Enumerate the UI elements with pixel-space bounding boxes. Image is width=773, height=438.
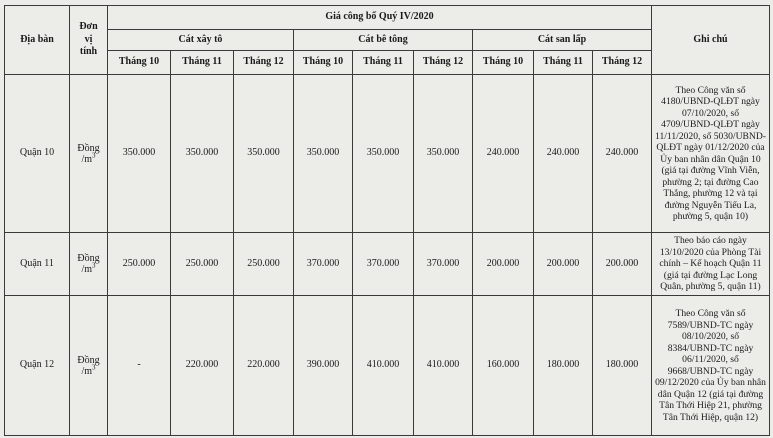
price-cell: 370.000 [414,233,473,296]
area-cell: Quận 11 [5,233,70,296]
area-cell: Quận 12 [5,296,70,436]
header-area: Địa bàn [5,6,70,75]
price-cell: 390.000 [294,296,353,436]
price-cell: 350.000 [171,75,234,233]
price-cell: 370.000 [294,233,353,296]
header-cat-be-tong: Cát bê tông [294,30,473,51]
price-table [4,5,770,436]
header-notes: Ghi chú [652,6,770,75]
note-cell: Theo báo cáo ngày 13/10/2020 của Phòng Tài chính – Kế hoạch Quận 11 (giá tại đường Lạc Long Quân, phường 5, quận 11) [652,233,770,296]
header-month: Tháng 11 [171,51,234,75]
price-cell: 200.000 [534,233,593,296]
header-month: Tháng 11 [534,51,593,75]
price-cell: 240.000 [593,75,652,233]
header-month: Tháng 11 [353,51,414,75]
header-month: Tháng 12 [414,51,473,75]
note-cell: Theo Công văn số 7589/UBND-TC ngày 08/10/2020, số 8384/UBND-TC ngày 06/11/2020, số 9668/UBND-TC ngày 09/12/2020 của Ủy ban nhân dân Quận 12 (giá tại đường Tân Thới Hiệp 21, phường Tân Thới Hiệp, quận 12) [652,296,770,436]
price-cell: 350.000 [108,75,171,233]
area-cell: Quận 10 [5,75,70,233]
price-cell: 220.000 [234,296,294,436]
price-cell: 160.000 [473,296,534,436]
price-cell: 250.000 [171,233,234,296]
price-cell: 200.000 [593,233,652,296]
price-cell: - [108,296,171,436]
price-cell: 220.000 [171,296,234,436]
price-cell: 350.000 [414,75,473,233]
price-cell: 370.000 [353,233,414,296]
price-cell: 200.000 [473,233,534,296]
header-cat-san-lap: Cát san lấp [473,30,652,51]
price-cell: 410.000 [414,296,473,436]
header-month: Tháng 10 [108,51,171,75]
header-price-group: Giá công bố Quý IV/2020 [108,6,652,30]
table-row [5,296,770,436]
unit-cell: Đồng $/m^3$ [70,296,108,436]
unit-cell: Đồng $/m^3$ [70,75,108,233]
unit-cell: Đồng $/m^3$ [70,233,108,296]
price-cell: 180.000 [593,296,652,436]
price-cell: 180.000 [534,296,593,436]
price-cell: 240.000 [473,75,534,233]
price-cell: 250.000 [234,233,294,296]
header-month: Tháng 10 [294,51,353,75]
price-cell: 350.000 [353,75,414,233]
header-month: Tháng 12 [234,51,294,75]
price-cell: 240.000 [534,75,593,233]
price-cell: 410.000 [353,296,414,436]
header-cat-xay-to: Cát xây tô [108,30,294,51]
header-month: Tháng 10 [473,51,534,75]
table-row [5,75,770,233]
price-cell: 350.000 [234,75,294,233]
price-cell: 350.000 [294,75,353,233]
table-row [5,233,770,296]
header-unit: Đơn vị tính [70,6,108,75]
price-cell: 250.000 [108,233,171,296]
header-month: Tháng 12 [593,51,652,75]
note-cell: Theo Công văn số 4180/UBND-QLĐT ngày 07/10/2020, số 4709/UBND-QLĐT ngày 11/11/2020, số 5030/UBND-QLĐT ngày 01/12/2020 của Ủy ban nhân dân Quận 10 (giá tại đường Vĩnh Viễn, phường 2; tại đường Cao Thắng, phường 12 và tại đường Nguyễn Tiểu La, phường 5, quận 10) [652,75,770,233]
